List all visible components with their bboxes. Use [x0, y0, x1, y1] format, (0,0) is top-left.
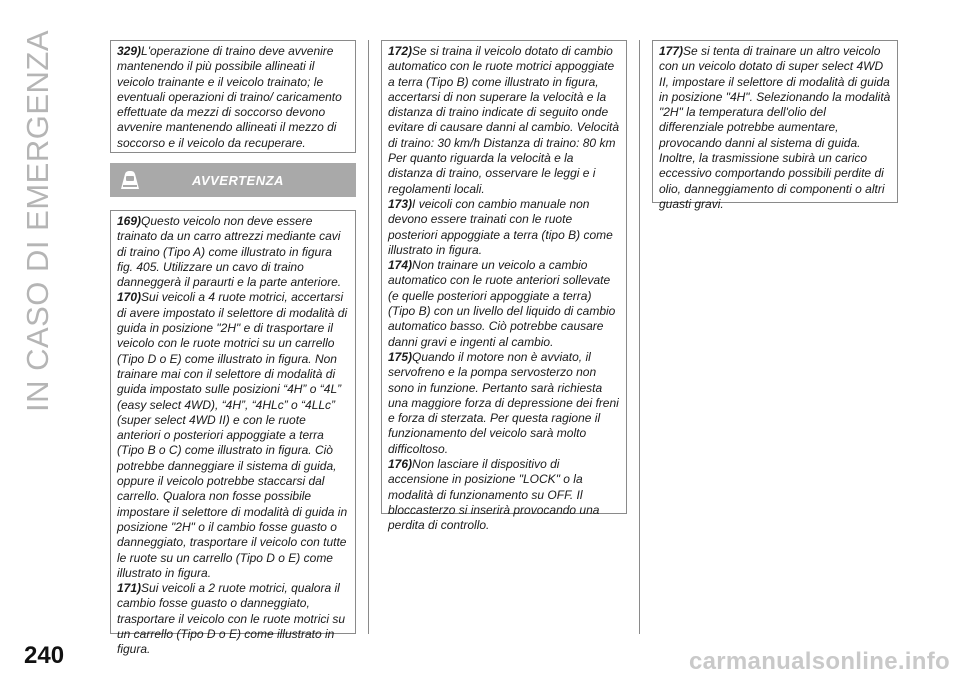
note-text: Non trainare un veicolo a cambio automatico con le ruote anteriori sollevate (e quelle posteriori appoggiate a terra) (Tipo B) con un livello del liquido di cambio automatico basso. Ciò potrebbe causare danni gravi e ingenti al cambio.: [388, 258, 616, 349]
note-174: [388, 258, 620, 350]
note-175: [388, 350, 620, 457]
note-172: [388, 44, 620, 197]
note-number: 174): [388, 258, 413, 273]
page-number: 240: [24, 642, 65, 669]
watermark: carmanualsonline.info: [688, 648, 950, 675]
note-text: Se si tenta di trainare un altro veicolo con un veicolo dotato di super select 4WD II, impostare il selettore di modalità di guida in posizione "4H". Selezionando la modalità "2H" la temperatura dell'olio del differenziale potrebbe aumentare, provocando danni al sistema di guida. Inoltre, la trasmissione subirà un carico eccessivo comportando possibili perdite di olio, danneggiamento di componenti o altri guasti gravi.: [659, 44, 891, 211]
note-number: 177): [659, 44, 684, 58]
warning-notes-right: [652, 40, 898, 211]
note-number: 175): [388, 349, 413, 364]
note-number: 170): [117, 290, 142, 305]
column-divider: [368, 40, 369, 634]
note-number: 173): [388, 196, 413, 211]
note-text: Non lasciare il dispositivo di accensione in posizione "LOCK" o la modalità di funzionamento su OFF. Il bloccasterzo si inserirà provocando una perdita di controllo.: [388, 457, 600, 533]
note-number: 172): [388, 44, 413, 58]
note-text: I veicoli con cambio manuale non devono essere trainati con le ruote posteriori appoggiate a terra (tipo B) come illustrato in figura.: [388, 196, 613, 257]
note-176: [388, 457, 620, 533]
column-divider: [639, 40, 640, 634]
section-title-text: IN CASO DI EMERGENZA: [20, 30, 55, 413]
warning-title: AVVERTENZA: [192, 172, 284, 188]
note-329: [110, 40, 356, 153]
section-title: [14, 30, 62, 413]
note-number: 329): [117, 44, 142, 58]
note-number: 171): [117, 581, 142, 596]
note-number: 169): [117, 214, 142, 228]
warning-notes-left: [110, 210, 356, 657]
note-173: [388, 197, 620, 258]
note-text: Quando il motore non è avviato, il servofreno e la pompa servosterzo non sono in funzione. Pertanto sarà richiesta una maggiore forza di depressione dei freni e forza di sterzata. Per questa ragione il funzionamento del veicolo sarà molto difficoltoso.: [388, 349, 619, 456]
warning-notes-middle: [381, 40, 627, 533]
note-169: [117, 214, 349, 290]
note-177: [659, 44, 891, 212]
note-text: Sui veicoli a 2 ruote motrici, qualora il cambio fosse guasto o danneggiato, trasportare il veicolo con le ruote motrici su un carrello (Tipo D o E) come illustrato in figura.: [117, 581, 346, 657]
note-170: [117, 290, 349, 581]
note-text: Questo veicolo non deve essere trainato da un carro attrezzi mediante cavi di traino (Tipo A) come illustrato in figura fig. 405. Utilizzare un cavo di traino danneggerà il paraurti e la parte anteriore.: [117, 214, 342, 290]
note-171: [117, 581, 349, 657]
note-text: Sui veicoli a 4 ruote motrici, accertarsi di avere impostato il selettore di modalità di guida in posizione "2H" e di trasportare il veicolo con le ruote motrici su un carrello (Tipo D o E) come illustrato in figura. Non trainare mai con il selettore di modalità di guida impostato sulle posizioni “4H” o “4L” (easy select 4WD), “4H”, “4HLc” o “4LLc” (super select 4WD II) e con le ruote anteriori o posteriori appoggiate a terra (Tipo B o C) come illustrato in figura. Ciò potrebbe danneggiare il sistema di guida, oppure il veicolo potrebbe staccarsi dal carrello. Qualora non fosse possibile impostare il selettore di modalità di guida in posizione "2H" o il cambio fosse guasto o danneggiato, trasportare il veicolo con tutte le ruote su un carrello (Tipo D o E) come illustrato in figura.: [117, 290, 348, 580]
car-warning-icon: [110, 163, 150, 197]
note-text: L'operazione di traino deve avvenire mantenendo il più possibile allineati il veicolo trainante e il veicolo trainato; le eventuali operazioni di traino/ caricamento effettuate da mezzi di soccorso devono avvenire mantenendo allineati il mezzo di soccorso e il veicolo da recuperare.: [117, 44, 342, 150]
note-number: 176): [388, 457, 413, 472]
note-paragraph: [117, 44, 349, 151]
warning-header: [110, 163, 356, 197]
note-text: Se si traina il veicolo dotato di cambio automatico con le ruote motrici appoggiate a terra (Tipo B) come illustrato in figura, accertarsi di non superare la velocità e la distanza di traino indicate di seguito onde evitare di causare danni al cambio. Velocità di traino: 30 km/h Distanza di traino: 80 km Per quanto riguarda la velocità e la distanza di traino, osservare le leggi e i regolamenti locali.: [388, 44, 620, 196]
